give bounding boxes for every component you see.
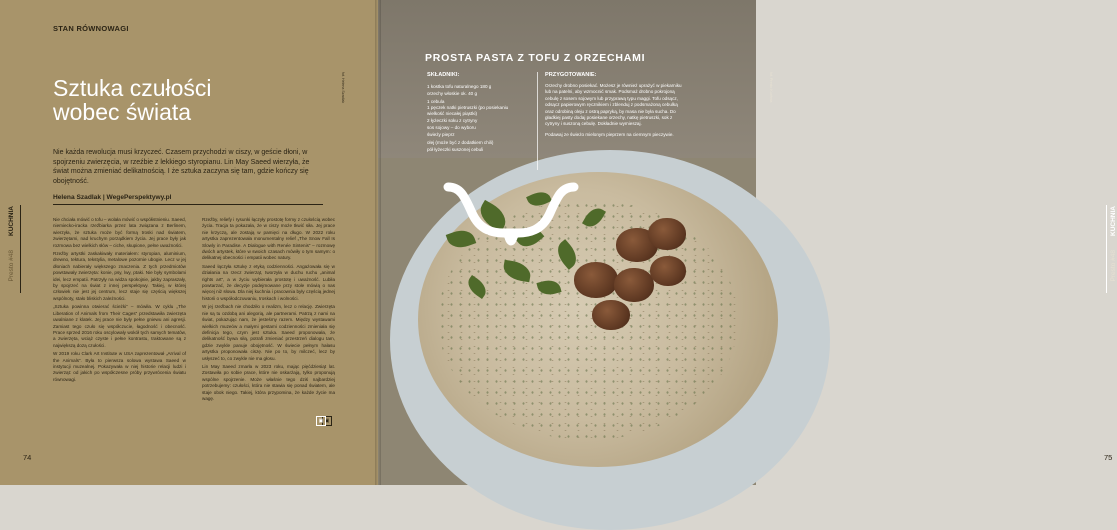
ingredient-item: 1 cebula bbox=[427, 98, 445, 104]
preparation-paragraph: Podawaj ze świeżo mielonym pieprzem na ciemnym pieczywie. bbox=[545, 131, 674, 137]
side-section-label: KUCHNIA bbox=[1110, 206, 1117, 236]
walnut-image bbox=[592, 300, 630, 330]
ingredient-item: sos sojowy – do wyboru bbox=[427, 125, 476, 131]
section-label: STAN RÓWNOWAGI bbox=[53, 24, 129, 33]
column-1-paragraph: „Sztuka powinna otwierać ścieżki” – mówiła. W cyklu „The Liberation of Animals from Their Cages” przedstawiła zwierzęta uwalniane z klatek. Jej prace nie były pełne gniewu ani agresji. Zamiast tego czuło się współczucie, łagodność i obecność. Prace sprzed 2016 roku oscylowały wokół tych samych tematów, a zwierzęta, wciąż czyste i pełne kontrastu, traktowane są z największą dozą czułości. bbox=[53, 304, 186, 348]
article-column-2 bbox=[202, 217, 335, 404]
column-2-paragraph: Rzeźby, reliefy i rysunki łączyły prostotę formy z czułością wobec życia. Tracja ta pokazała, że w ciszy może tkwić siła. Jej prace nie krzyczą, ale zostają w pamięci na długo. W 2022 roku artystka zaprezentowała monumentalny relief „The Snow Fall Is Slowly in Paradise. A Dialogue with Renée Sintenis” – rozmowę dwóch artystek, które w swoich czasach mówiły o tym samym: o delikatnej obecności i empatii wobec natury. bbox=[202, 217, 335, 261]
column-1-paragraph: Rzeźby artystki zaskakiwały materiałem: styropian, aluminium, drewno, tektura, tekstylia, metalowe pozornie ubogie. Lecz w jej dłoniach nabierały większego znaczenia. Z tych przedmiotów powstawały zwierzęta: konie, psy, lwy, ptaki. Nie były symbolami idei, lecz empatii. Patrzyły na widza spokojnie, jakby zapraszały, by spojrzeć na świat z innej perspektywy. Takiej, w której człowiek nie jest jej centrum, lecz staje się częścią większej wspólnoty, stało bliskich zależności. bbox=[53, 251, 186, 301]
page-number-left: 74 bbox=[23, 453, 32, 462]
article-headline bbox=[53, 76, 313, 124]
left-page bbox=[0, 0, 378, 485]
side-tab-line bbox=[20, 205, 21, 293]
column-1-paragraph: W 2019 roku Clark Art Institute w USA zaprezentował „Arrival of the Animals”. Była to pierwsza solowa wystawa Saeed w instytucji muzealnej. Pokazywała w niej historie relacji ludzi i zwierząt: od jakich po współczesne próby przywrócenia światu równowagi. bbox=[53, 351, 186, 382]
walnut-image bbox=[650, 256, 686, 286]
preparation-text bbox=[545, 83, 685, 142]
column-2-paragraph: Saeed łączyła sztukę z etyką codzienności. Angażowała się w działania na rzecz zwierząt, tworzyła w duchu ruchu „animal rights art”, a w życiu wybierała prostotę i uważność. Lubiła powtarzać, że decyzje podejmowane przy stole mówią o nas więcej niż słowa. Dla niej kuchnia i pracownia były częścią jednej historii o współodczuwaniu, troskach i wolności. bbox=[202, 263, 335, 301]
column-2-paragraph: W jej rzeźbach nie chodziło o realizm, lecz o relację. Zwierzęta nie są tu ozdobą ani alegorią, ale partnerami. Patrzą z nami na świat, pokazując nam, że jesteśmy razem. Między wystawami wielkich muzeów a małymi gestami codzienności zmieniała się definicja tego, czym jest sztuka. Saeed proponowała, że delikatność bywa siłą, potrafi zmieniać przestrzeń dialogu tam, gdzie zwykle panuje obojętność. W świecie pełnym hałasu artystka proponowała ciszę. Nie po to, by milczeć, lecz by usłyszeć to, co zwykle nie ma głosu. bbox=[202, 304, 335, 361]
curly-brace-icon bbox=[446, 183, 576, 243]
ingredient-item: 1 kostka tofu naturalnego 180 g bbox=[427, 84, 492, 89]
ingredient-item: 1 pęczek natki pietruszki (po posiekaniu wielkość niecałej piąstki) bbox=[427, 104, 509, 116]
column-1-paragraph: Nie chciała mówić o tofu – wolała mówić o współistnieniu. Saeed, niemiecko-iracka rzeźbiarka przez lata związana z Berlinem, wierzyła, że sztuka może być formą troski nad światem, zwierzętami, nad kruchym porządkiem życia. Jej prace były jak rozmowa bez wielkich słów – ciche, skupione, pełne uważności. bbox=[53, 217, 186, 248]
ingredient-item: pół łyżeczki suszonej cebuli bbox=[427, 147, 484, 153]
article-byline: Helena Szadlak | WegePerspektywy.pl bbox=[53, 194, 323, 205]
walnut-image bbox=[574, 262, 618, 298]
walnut-image bbox=[614, 268, 654, 302]
headline-line-2: wobec świata bbox=[53, 99, 192, 125]
preparation-paragraph: Orzechy drobno posiekać. Możesz je również uprażyć w piekarniku lub na patelni, aby wzmocnić smak. Podsmaż drobno pokrojoną cebulę z sosem sojowym lub przyprawą typu maggi. Tofu odsącz, odsącz papierowym ręcznikiem i zblenduj z podsmażoną cebulką oraz odrobiną oleju z ostrą papryką, by masa nie była sucha. Do gładkiej pasty dodaj posiekane orzechy, natkę pietruszki, sok z cytryny i suszoną cebulę. Dokładnie wymieszaj. bbox=[545, 83, 682, 127]
ingredient-item: 2 łyżeczki soku z cytryny bbox=[427, 117, 478, 123]
walnut-image bbox=[648, 218, 686, 250]
end-of-recipe-icon: ▣ bbox=[316, 416, 326, 426]
article-column-1 bbox=[53, 217, 186, 385]
preparation-heading: PRZYGOTOWANIE: bbox=[545, 72, 597, 78]
column-2-paragraph: Lin May Saeed zmarła w 2023 roku, mając pięćdziesiąt lat. Zostawiła po sobie prace, które nie oskarżają, tylko proponują wspólne spojrzenie. Może właśnie tego dziś najbardziej potrzebujemy: czułości, która nie stawia się ponad światem, ale staje obok niego. Takiej, która przypomina, że każde życie ma wagę. bbox=[202, 363, 335, 401]
page-gutter bbox=[375, 0, 381, 485]
end-of-article-icon: ▣ bbox=[322, 416, 332, 426]
ingredient-item: olej (może być z dodatkiem chili) bbox=[427, 139, 494, 145]
side-tab-line bbox=[1106, 205, 1107, 293]
ingredient-item: świeży pieprz bbox=[427, 132, 455, 138]
photo-credit: fot. Presto Kuchnia bbox=[769, 72, 773, 103]
photo-credit: fot. Helena Szadlak bbox=[341, 72, 345, 104]
recipe-title: PROSTA PASTA Z TOFU Z ORZECHAMI bbox=[425, 52, 646, 64]
side-issue-label: Presto #48 bbox=[8, 250, 15, 282]
side-issue-label: Presto #48 bbox=[1110, 250, 1117, 282]
article-lead: Nie każda rewolucja musi krzyczeć. Czasem przychodzi w ciszy, w geście dłoni, w spojrzeniu zwierzęcia, w rzeźbie z lekkiego styropianu. Lin May Saeed wierzyła, że świat można zmieniać delikatnością. I że sztuka zaczyna się tam, gdzie kończy się obojętność. bbox=[53, 149, 310, 185]
ingredient-item: orzechy włoskie ok. 40 g bbox=[427, 91, 478, 97]
recipe-divider bbox=[537, 72, 538, 170]
page-number-right: 75 bbox=[1104, 453, 1113, 462]
side-section-label: KUCHNIA bbox=[8, 206, 15, 236]
ingredients-list bbox=[427, 83, 522, 153]
ingredients-heading: SKŁADNIKI: bbox=[427, 72, 460, 78]
headline-line-1: Sztuka czułości bbox=[53, 75, 212, 101]
